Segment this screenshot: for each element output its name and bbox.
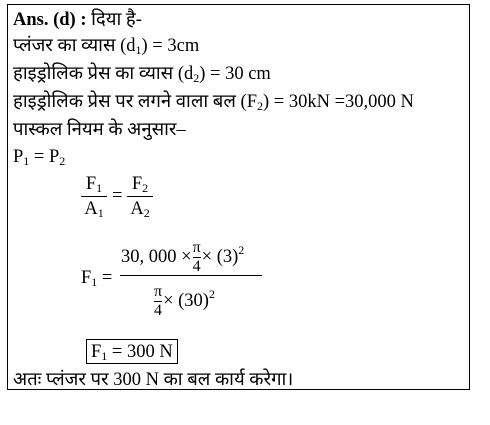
f1-over-a1-fraction — [81, 173, 107, 220]
subscript: 1 — [23, 154, 30, 168]
fraction-denominator — [81, 198, 107, 220]
area-symbol: A — [84, 199, 98, 219]
pi-symbol: π — [192, 239, 201, 256]
subscript: 2 — [142, 181, 149, 195]
subscript: 1 — [96, 181, 103, 195]
subscript: 2 — [143, 206, 150, 220]
fraction-numerator — [81, 173, 107, 195]
ans-label: Ans. (d) : — [13, 10, 87, 30]
fraction-numerator — [127, 173, 153, 195]
conclusion-line: अतः प्लंजर पर 300 N का बल कार्य करेगा। — [13, 370, 294, 390]
pascal-law-label: पास्कल नियम के अनुसार– — [13, 120, 186, 140]
area-symbol: A — [130, 199, 144, 219]
subscript: 2 — [256, 99, 263, 113]
subscript: 1 — [135, 43, 142, 57]
fraction-bar — [81, 196, 107, 197]
press-force-label: हाइड्रोलिक प्रेस पर लगने वाला बल (F — [13, 92, 257, 112]
force-symbol: F — [85, 174, 97, 194]
press-force-line — [13, 91, 414, 113]
pascal-law-line — [13, 119, 186, 141]
four-digit: 4 — [192, 258, 201, 275]
calc-numerator — [121, 240, 244, 275]
exponent: 2 — [208, 286, 215, 301]
exponent: 2 — [238, 242, 245, 257]
p1-symbol: P — [13, 147, 24, 167]
press-diameter-value: ) = 30 cm — [199, 64, 271, 84]
pi-over-four — [193, 240, 201, 275]
force-symbol: F — [131, 174, 143, 194]
force-symbol: F — [91, 342, 102, 362]
fraction-bar — [127, 196, 153, 197]
force-symbol: F — [81, 268, 92, 288]
f1-calc-lhs — [81, 267, 112, 289]
denominator-term: × (30) — [163, 290, 209, 311]
press-diameter-line — [13, 63, 271, 85]
numerator-term: × (3) — [201, 246, 239, 267]
subscript: 1 — [91, 275, 98, 289]
pressure-equality — [13, 146, 65, 168]
pi-symbol: π — [154, 283, 163, 300]
equals-sign: = — [101, 268, 113, 288]
subscript: 1 — [97, 206, 104, 220]
subscript: 2 — [59, 154, 66, 168]
calc-denominator — [153, 284, 215, 319]
result-value: = 300 N — [107, 342, 173, 362]
plunger-diameter-label: प्लंजर का व्यास (d — [13, 36, 136, 56]
plunger-diameter-value: ) = 3cm — [141, 36, 200, 56]
press-force-value: ) = 30kN =30,000 N — [262, 92, 414, 112]
ratio-equals: = — [112, 186, 123, 206]
answer-header — [13, 9, 142, 31]
calc-main-bar — [120, 275, 262, 276]
fraction-denominator — [127, 198, 153, 220]
press-diameter-label: हाइड्रोलिक प्रेस का व्यास (d — [13, 64, 194, 84]
p2-symbol: = P — [29, 147, 60, 167]
result-box — [86, 339, 178, 364]
given-label: दिया है- — [91, 10, 142, 30]
f2-over-a2-fraction — [127, 173, 153, 220]
subscript: 2 — [193, 71, 200, 85]
pi-over-four — [154, 284, 162, 319]
subscript: 1 — [101, 349, 108, 363]
numerator-value: 30, 000 × — [121, 246, 192, 267]
four-digit: 4 — [154, 302, 163, 319]
answer-box-frame — [7, 4, 470, 390]
plunger-diameter-line — [13, 35, 199, 57]
